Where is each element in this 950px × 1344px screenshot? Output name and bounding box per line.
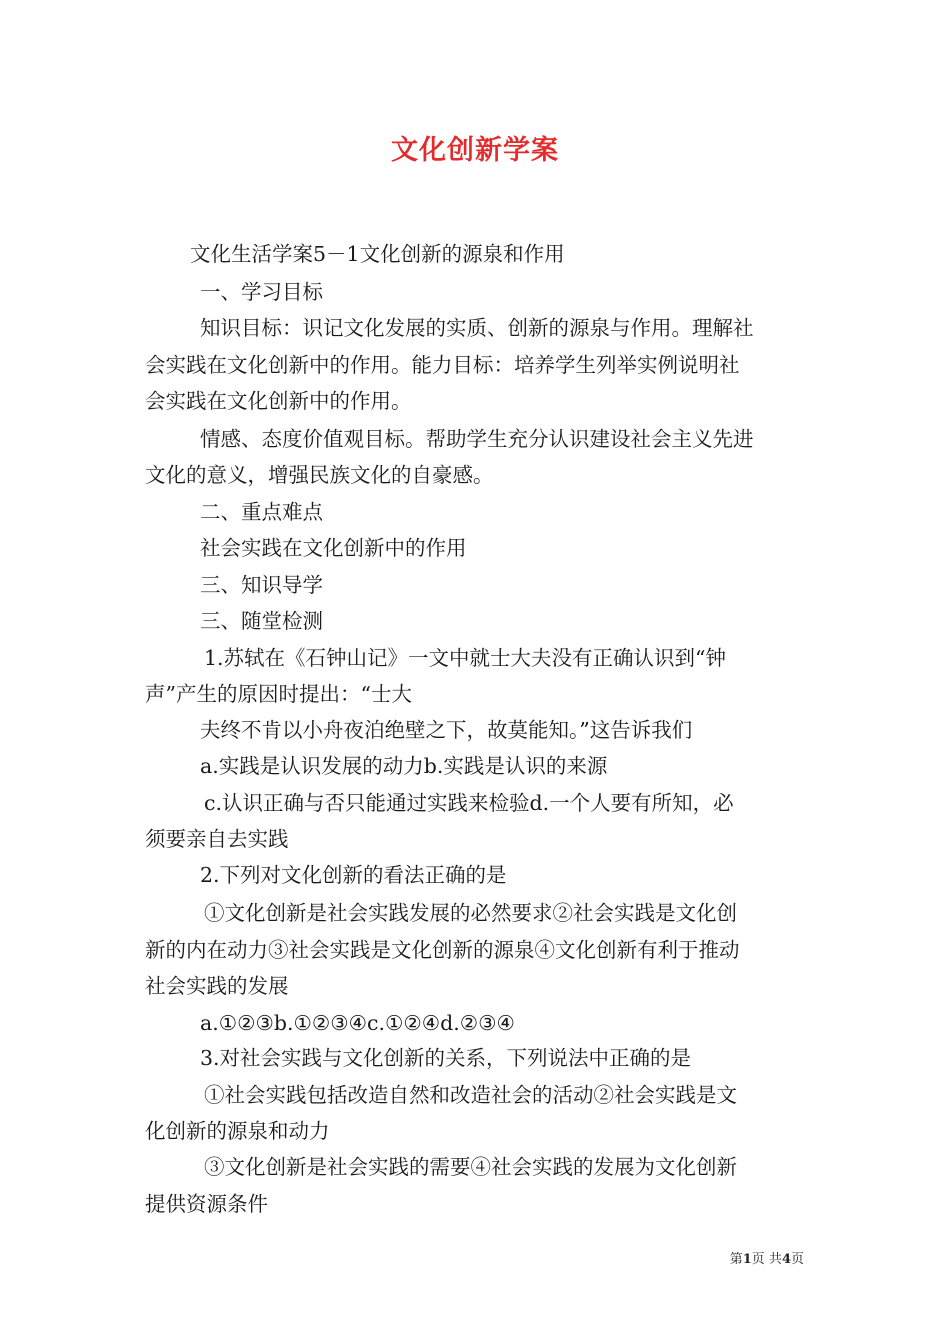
option-line: ①文化创新是社会实践发展的必然要求②社会实践是文化创 — [204, 901, 737, 925]
text-line: 文化生活学案5－1文化创新的源泉和作用 — [190, 242, 565, 266]
text-line: 情感、态度价值观目标。帮助学生充分认识建设社会主义先进 — [200, 427, 754, 451]
question-line: 夫终不肯以小舟夜泊绝壁之下，故莫能知。”这告诉我们 — [200, 718, 693, 742]
text-line: 社会实践在文化创新中的作用 — [200, 536, 467, 560]
document-title: 文化创新学案 — [391, 135, 559, 166]
footer-middle: 页 共 — [751, 1252, 782, 1267]
text-line: 知识目标：识记文化发展的实质、创新的源泉与作用。理解社 — [200, 316, 754, 340]
section-heading: 三、知识导学 — [200, 573, 323, 597]
question-line: 声”产生的原因时提出：“士大 — [145, 682, 412, 706]
answer-options: a.①②③b.①②③④c.①②④d.②③④ — [200, 1011, 515, 1035]
option-line: 新的内在动力③社会实践是文化创新的源泉④文化创新有利于推动 — [145, 938, 740, 962]
option-line: 化创新的源泉和动力 — [145, 1119, 330, 1143]
section-heading: 二、重点难点 — [200, 500, 323, 524]
option-line: 须要亲自去实践 — [145, 827, 289, 851]
question-line: 3.对社会实践与文化创新的关系，下列说法中正确的是 — [200, 1046, 692, 1070]
option-line: ③文化创新是社会实践的需要④社会实践的发展为文化创新 — [204, 1155, 737, 1179]
section-heading: 三、随堂检测 — [200, 609, 323, 633]
current-page-number: 1 — [742, 1252, 752, 1267]
footer-prefix: 第 — [729, 1252, 743, 1267]
question-line: 2.下列对文化创新的看法正确的是 — [200, 863, 507, 887]
text-line: 会实践在文化创新中的作用。能力目标：培养学生列举实例说明社 — [145, 353, 740, 377]
option-line: a.实践是认识发展的动力b.实践是认识的来源 — [200, 754, 608, 778]
footer-suffix: 页 — [790, 1252, 804, 1267]
section-heading: 一、学习目标 — [200, 280, 323, 304]
option-line: c.认识正确与否只能通过实践来检验d.一个人要有所知，必 — [204, 791, 734, 815]
option-line: 社会实践的发展 — [145, 974, 289, 998]
option-line: ①社会实践包括改造自然和改造社会的活动②社会实践是文 — [204, 1083, 737, 1107]
total-pages-number: 4 — [781, 1252, 791, 1267]
text-line: 会实践在文化创新中的作用。 — [145, 389, 412, 413]
question-line: 1.苏轼在《石钟山记》一文中就士大夫没有正确认识到“钟 — [204, 646, 727, 670]
text-line: 文化的意义，增强民族文化的自豪感。 — [145, 463, 494, 487]
option-line: 提供资源条件 — [145, 1192, 268, 1216]
page-footer — [730, 1248, 804, 1267]
